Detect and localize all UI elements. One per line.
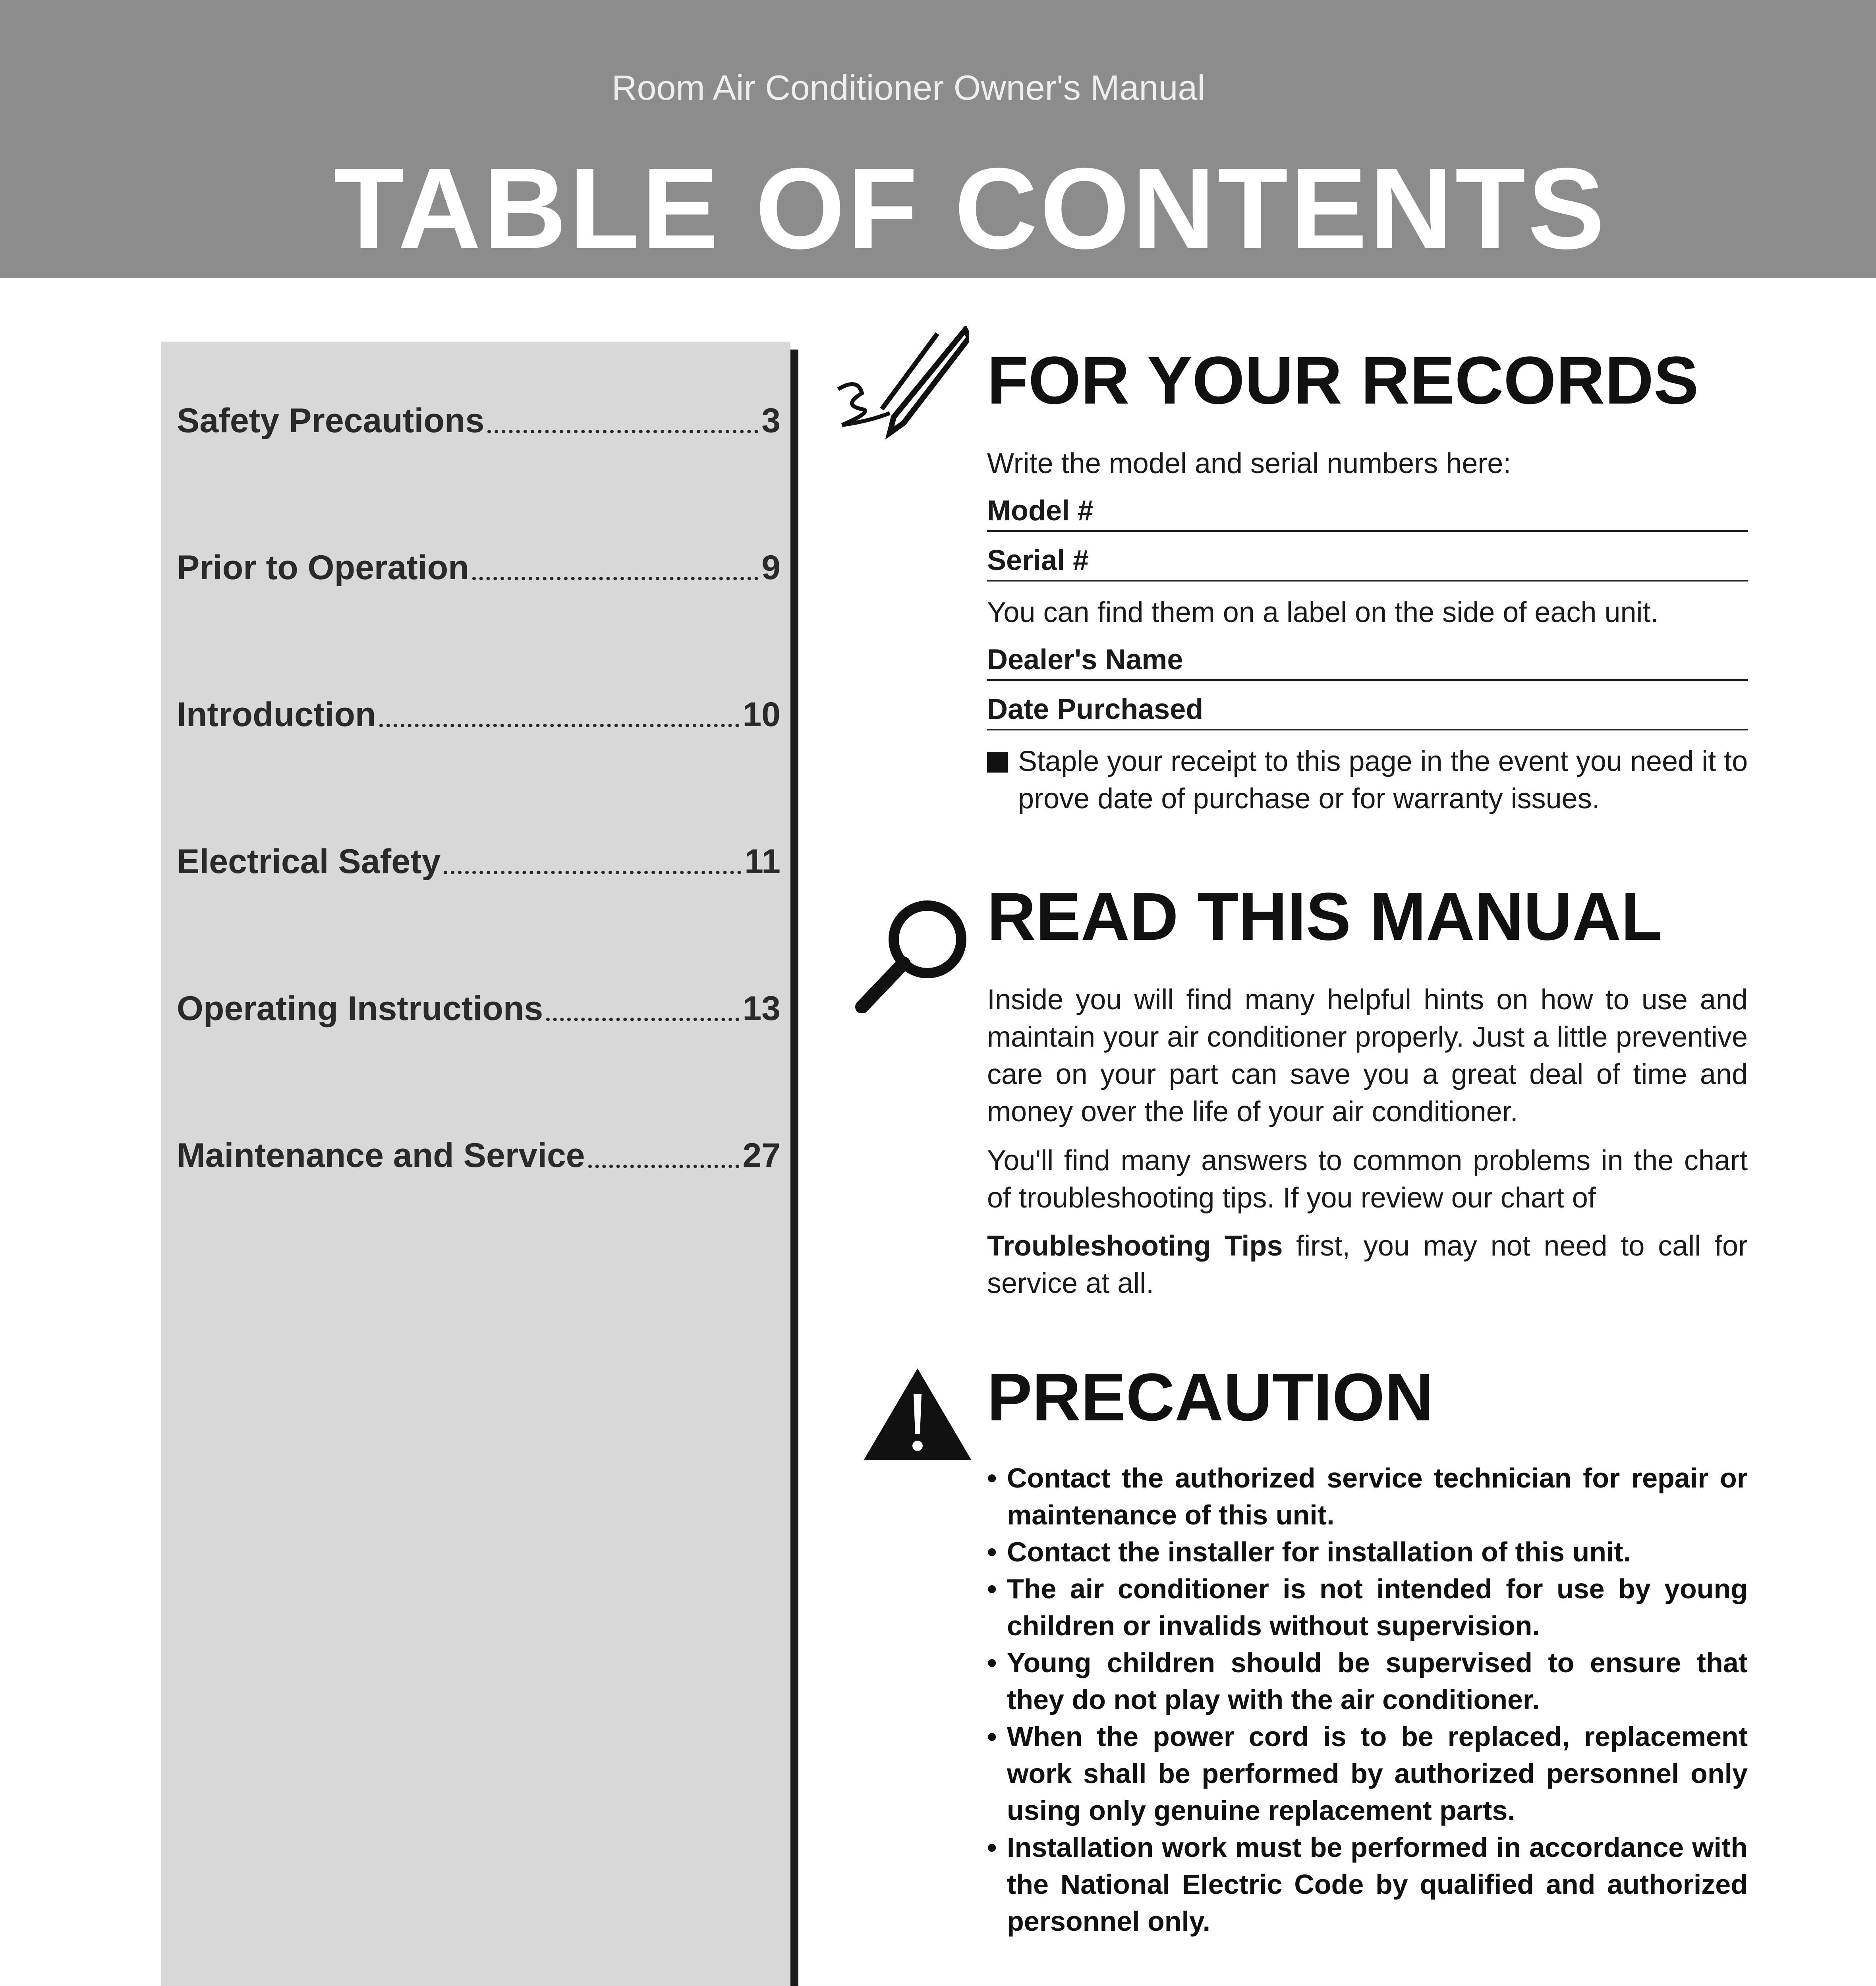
toc-item-maintenance-and-service[interactable] (177, 1136, 781, 1175)
toc-item-label: Maintenance and Service (177, 1136, 585, 1175)
toc-leader-dots (379, 724, 740, 727)
staple-note-text: Staple your receipt to this page in the event you need it to prove date of purchase or for warranty issues. (1018, 746, 1748, 815)
toc-leader-dots (588, 1165, 740, 1168)
toc-item-label: Electrical Safety (177, 842, 441, 881)
precaution-item: • Contact the installer for installation of this unit. (987, 1534, 1748, 1571)
precaution-item: • When the power cord is to be replaced, replacement work shall be performed by authorized personnel only using only genuine replacement parts. (987, 1718, 1748, 1829)
read-manual-paragraph-2: You'll find many answers to common problems in the chart of troubleshooting tips. If you review our chart of (987, 1145, 1748, 1214)
toc-item-page: 11 (744, 842, 781, 881)
toc-leader-dots (472, 577, 758, 580)
toc-item-label: Operating Instructions (177, 989, 543, 1028)
precaution-item: • Young children should be supervised to ensure that they do not play with the air conditioner. (987, 1644, 1748, 1718)
warning-triangle-icon (862, 1366, 973, 1462)
toc-item-page: 3 (761, 402, 781, 440)
precaution-item: • Contact the authorized service technician for repair or maintenance of this unit. (987, 1460, 1748, 1534)
toc-item-introduction[interactable] (177, 695, 781, 734)
precaution-item: • Installation work must be performed in accordance with the National Electric Code by qualified and authorized personnel only. (987, 1829, 1748, 1940)
precaution-list (987, 1460, 1748, 1940)
staple-receipt-note (987, 743, 1779, 817)
toc-panel (161, 342, 790, 1986)
toc-item-label: Safety Precautions (177, 402, 485, 440)
header-band (0, 0, 1876, 278)
toc-item-safety-precautions[interactable] (177, 401, 781, 440)
records-intro: Write the model and serial numbers here: (987, 448, 1511, 479)
square-bullet-icon (987, 752, 1008, 773)
toc-item-electrical-safety[interactable] (177, 842, 781, 881)
precaution-title: PRECAUTION (987, 1360, 1434, 1435)
toc-item-label: Introduction (177, 695, 376, 734)
toc-leader-dots (546, 1018, 739, 1021)
toc-item-operating-instructions[interactable] (177, 989, 781, 1028)
pen-icon (834, 326, 969, 445)
toc-item-page: 9 (761, 549, 781, 587)
date-purchased-field[interactable]: Date Purchased (987, 693, 1748, 730)
toc-item-page: 13 (742, 989, 781, 1028)
model-number-field[interactable]: Model # (987, 495, 1748, 532)
page-title: TABLE OF CONTENTS (334, 144, 1607, 273)
toc-item-label: Prior to Operation (177, 549, 469, 587)
toc-item-page: 10 (742, 695, 781, 734)
label-location-note: You can find them on a label on the side of each unit. (987, 597, 1659, 628)
read-manual-paragraph-3-rest: first, you may not need to call for service at all. (987, 1230, 1748, 1299)
toc-leader-dots (487, 430, 758, 433)
dealer-name-field[interactable]: Dealer's Name (987, 643, 1748, 681)
toc-leader-dots (444, 871, 741, 874)
toc-item-prior-to-operation[interactable] (177, 548, 781, 587)
read-manual-title: READ THIS MANUAL (987, 879, 1662, 954)
toc-item-page: 27 (742, 1136, 781, 1175)
read-manual-paragraph-3 (987, 1227, 1748, 1302)
troubleshooting-tips-term: Troubleshooting Tips (987, 1230, 1283, 1262)
records-title: FOR YOUR RECORDS (987, 343, 1699, 418)
manual-subtitle: Room Air Conditioner Owner's Manual (612, 68, 1205, 107)
precaution-item: • The air conditioner is not intended for use by young children or invalids without supervision. (987, 1571, 1748, 1644)
magnifier-icon (854, 894, 973, 1013)
serial-number-field[interactable]: Serial # (987, 544, 1748, 582)
read-manual-paragraph-1: Inside you will find many helpful hints on how to use and maintain your air conditioner properly. Just a little preventive care on your part can save you a great deal of time and money over the life of your air conditioner. (987, 984, 1748, 1128)
